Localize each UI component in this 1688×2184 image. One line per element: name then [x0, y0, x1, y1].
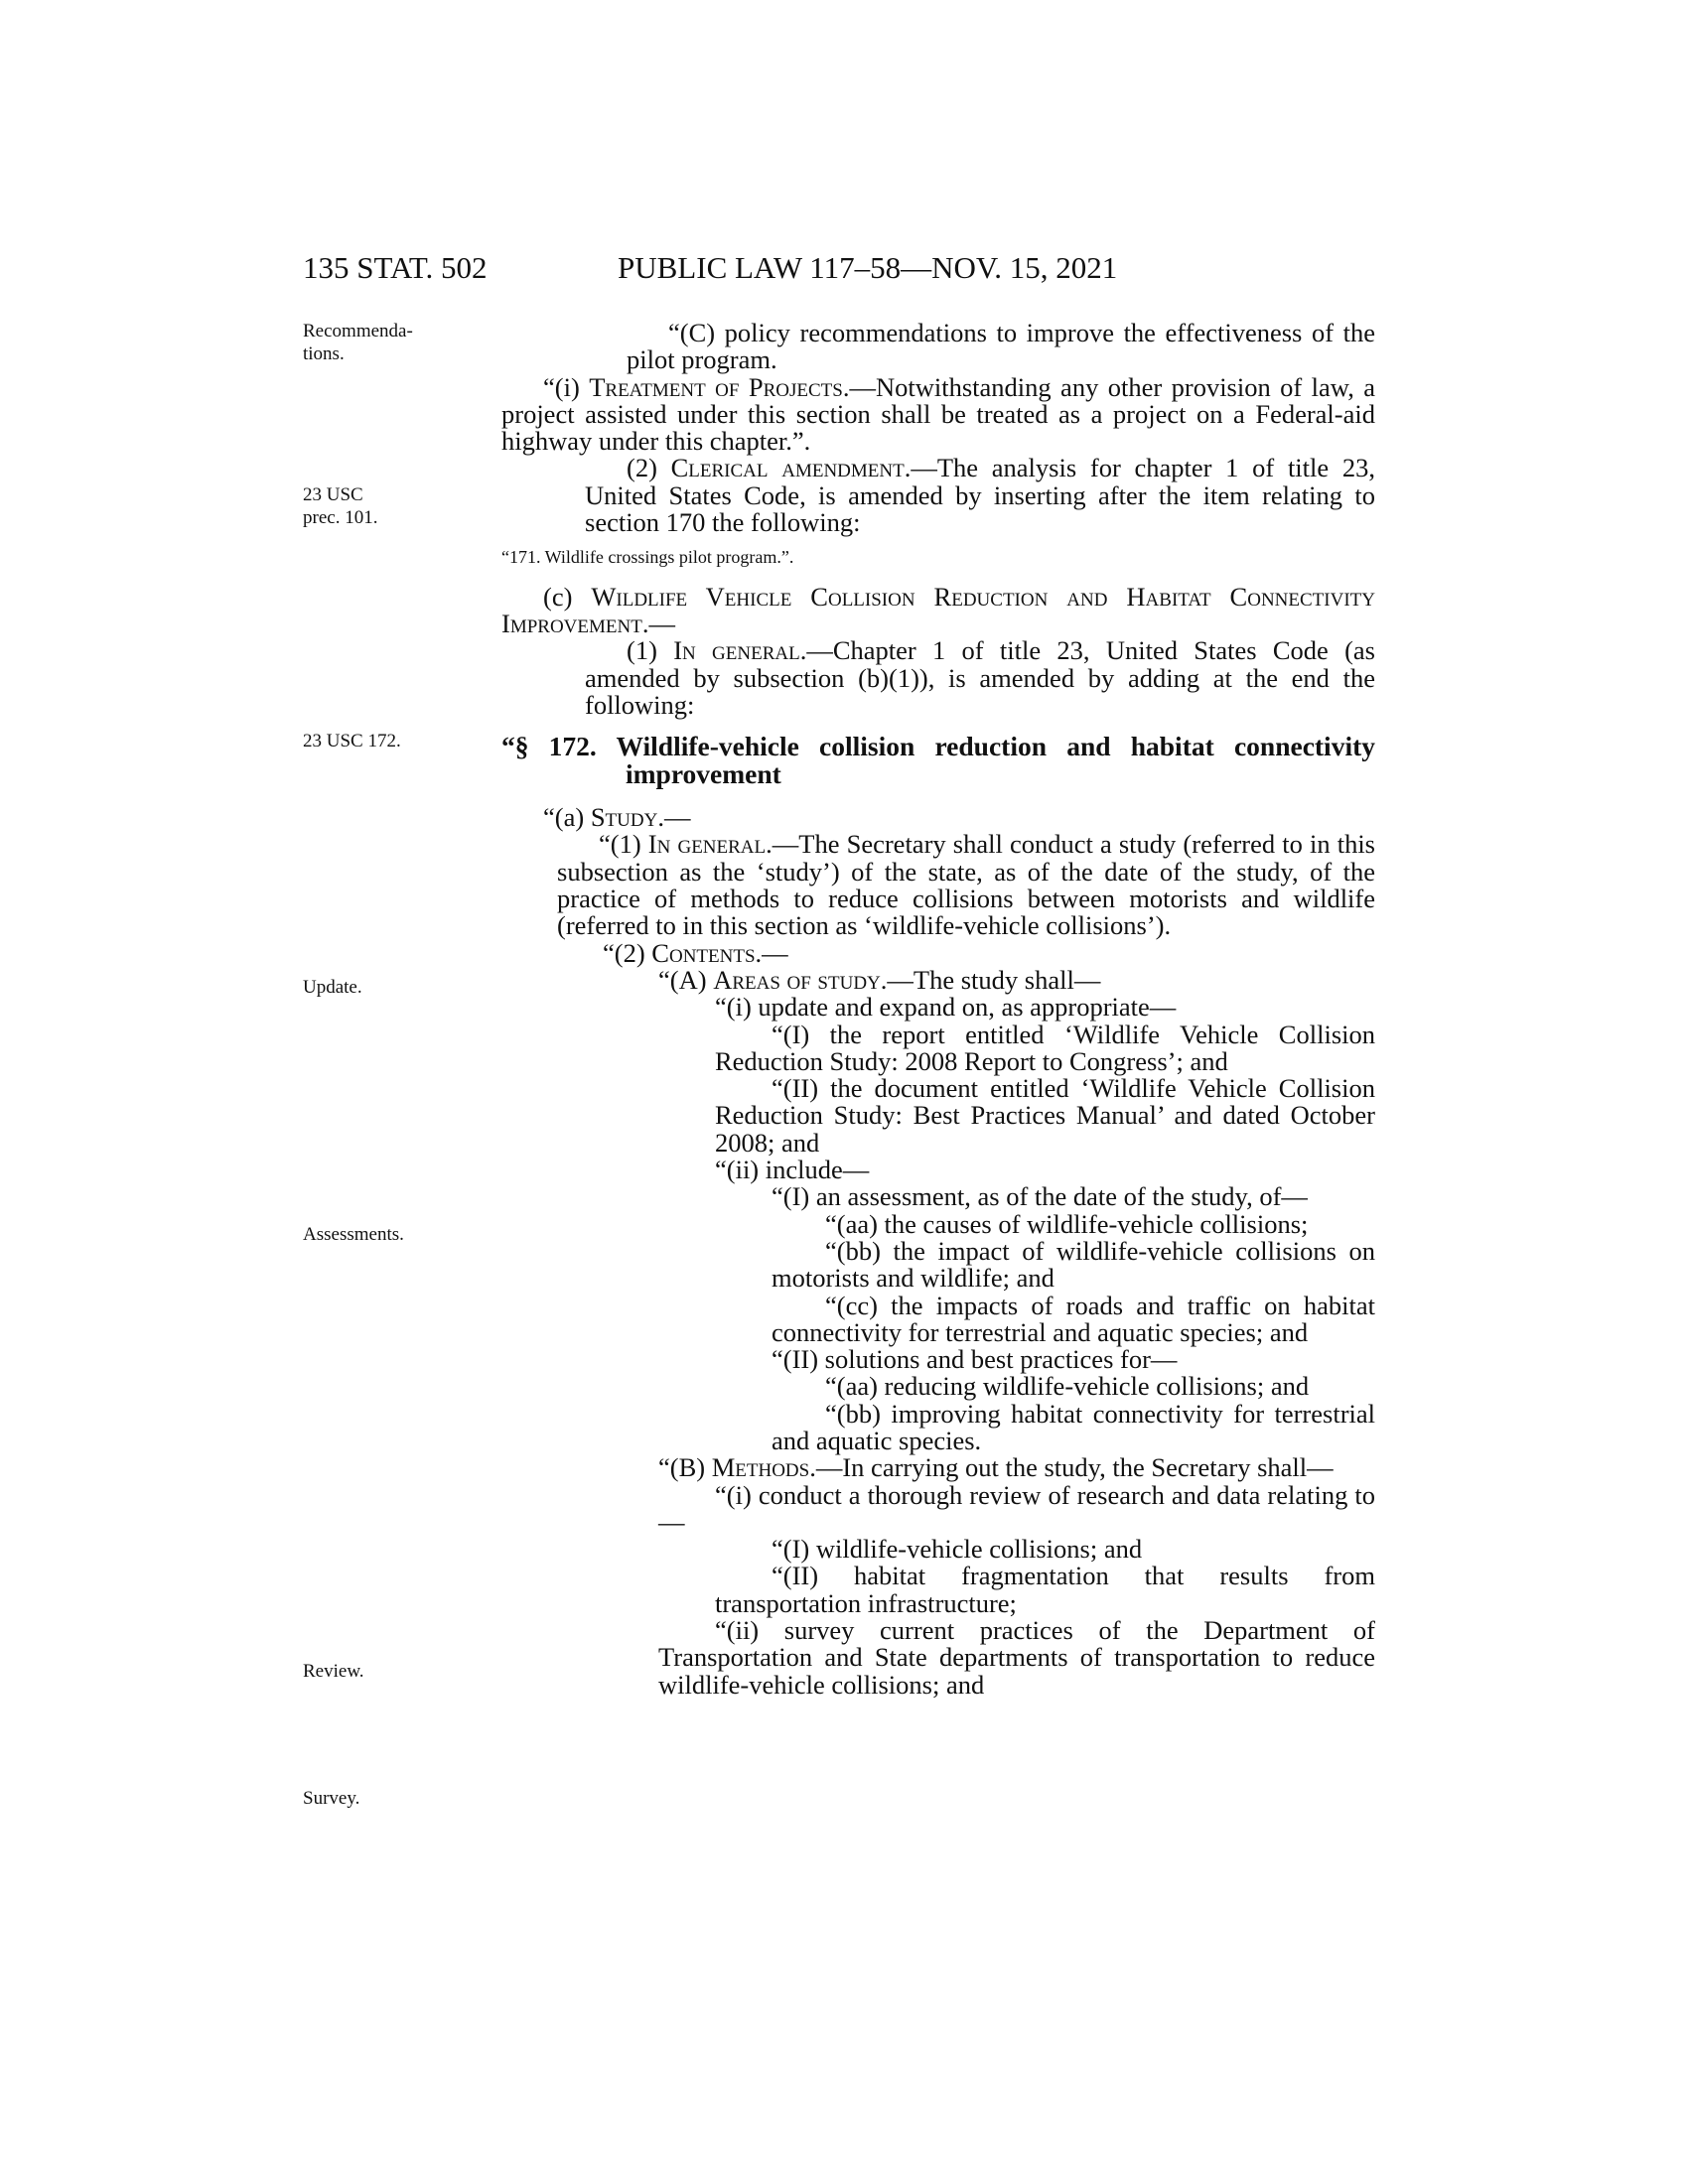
para-bb-impact: “(bb) the impact of wildlife-vehicle collisions on motorists and wildlife; and [772, 1235, 1375, 1294]
para-II-solutions: “(II) solutions and best practices for— [772, 1344, 1178, 1375]
margin-note-23usc-prec101: 23 USC prec. 101. [303, 484, 378, 528]
para-i-update: “(i) update and expand on, as appropriate— [715, 992, 1177, 1023]
para-aa-reducing: “(aa) reducing wildlife-vehicle collisions; and [825, 1371, 1310, 1402]
section-172-heading: “§ 172. Wildlife-vehicle collision reduction and habitat connectivity improvement [501, 731, 1375, 790]
running-head: PUBLIC LAW 117–58—NOV. 15, 2021 [618, 250, 1118, 285]
para-bb-improving: “(bb) improving habitat connectivity for terrestrial and aquatic species. [772, 1398, 1375, 1455]
para-B-methods: “(B) Methods.—In carrying out the study, the Secretary shall— [658, 1452, 1334, 1483]
para-ii-survey: “(ii) survey current practices of the Department of Transportation and State departments of transportation to reduce wildlife-vehicle collisions; and [658, 1615, 1375, 1700]
para-i-conduct: “(i) conduct a thorough review of research and data relating to— [658, 1479, 1375, 1537]
para-A-areas: “(A) Areas of study.—The study shall— [658, 964, 1101, 995]
margin-note-survey: Survey. [303, 1788, 360, 1809]
margin-note-assessments: Assessments. [303, 1224, 404, 1245]
para-aa-causes: “(aa) the causes of wildlife-vehicle collisions; [825, 1208, 1309, 1239]
margin-note-recommendations: Recommenda- tions. [303, 321, 413, 364]
margin-note-23usc172: 23 USC 172. [303, 731, 401, 751]
para-I-assessment: “(I) an assessment, as of the date of the study, of— [772, 1181, 1308, 1212]
para-ii-include: “(ii) include— [715, 1155, 870, 1185]
item-171: “171. Wildlife crossings pilot program.”. [501, 547, 794, 568]
margin-note-review: Review. [303, 1661, 364, 1682]
document-body [501, 320, 1375, 1699]
para-II-habitat: “(II) habitat fragmentation that results from transportation infrastructure; [715, 1561, 1375, 1618]
para-1-in-general: (1) In general.—Chapter 1 of title 23, United States Code (as amended by subsection (b)(1)), is amended by adding at the end the following: [585, 635, 1375, 720]
para-a1-in-general: “(1) In general.—The Secretary shall conduct a study (referred to in this subsection as the ‘study’) of the state, as of the date of the study, of the practice of methods to reduce collisions between motorists and wildlife (referred to in this section as ‘wildlife-vehicle collisions’). [557, 829, 1375, 941]
para-a2-contents: “(2) Contents.— [603, 937, 788, 968]
para-I-report: “(I) the report entitled ‘Wildlife Vehicle Collision Reduction Study: 2008 Report to Congress’; and [715, 1019, 1375, 1076]
para-c-policy: “(C) policy recommendations to improve the effectiveness of the pilot program. [627, 318, 1375, 375]
margin-note-update: Update. [303, 977, 362, 998]
para-I-wildlife: “(I) wildlife-vehicle collisions; and [772, 1534, 1143, 1565]
para-II-document: “(II) the document entitled ‘Wildlife Vehicle Collision Reduction Study: Best Practices Manual’ and dated October 2008; and [715, 1073, 1375, 1158]
para-clerical-amendment: (2) Clerical amendment.—The analysis for chapter 1 of title 23, United States Code, is amended by inserting after the item relating to section 170 the following: [585, 453, 1375, 538]
page-stat-number: 135 STAT. 502 [303, 250, 488, 285]
para-a-study: “(a) Study.— [543, 802, 691, 833]
para-i-treatment: “(i) Treatment of Projects.—Notwithstanding any other provision of law, a project assisted under this section shall be treated as a project on a Federal-aid highway under this chapter.”. [501, 371, 1375, 457]
para-cc-impacts: “(cc) the impacts of roads and traffic on habitat connectivity for terrestrial and aquatic species; and [772, 1290, 1375, 1347]
para-c-wildlife: (c) Wildlife Vehicle Collision Reduction and Habitat Connectivity Improvement.— [501, 581, 1375, 638]
